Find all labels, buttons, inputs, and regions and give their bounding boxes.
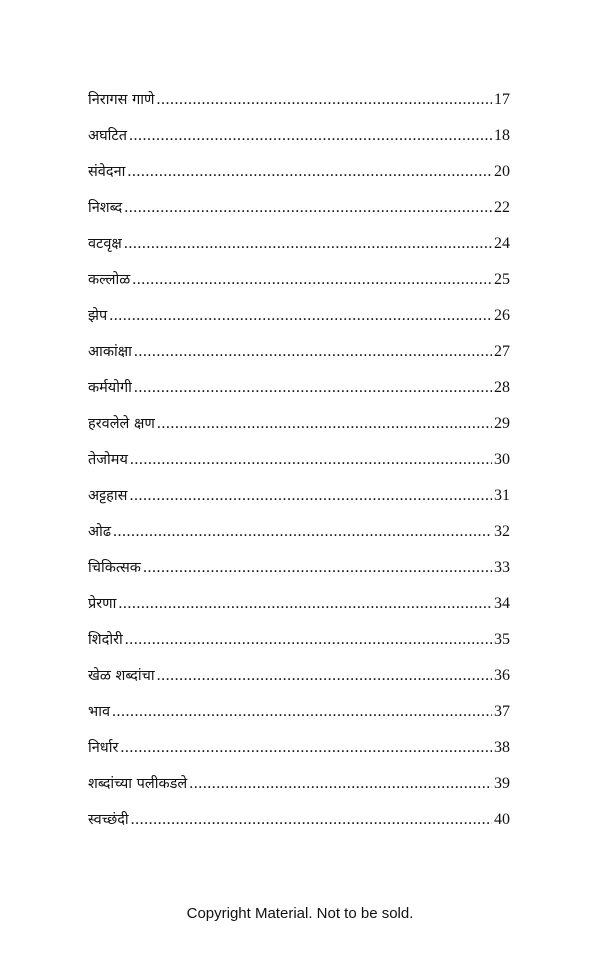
toc-entry-title: निर्धार bbox=[88, 740, 119, 756]
toc-entry bbox=[88, 556, 510, 592]
toc-dot-leader bbox=[157, 664, 492, 688]
toc-dot-leader bbox=[129, 484, 492, 508]
toc-entry-page: 32 bbox=[494, 523, 510, 540]
toc-dot-leader bbox=[134, 376, 492, 400]
toc-entry-title: प्रेरणा bbox=[88, 596, 117, 612]
toc-entry-page: 22 bbox=[494, 199, 510, 216]
toc-entry bbox=[88, 412, 510, 448]
toc-dot-leader bbox=[156, 88, 492, 112]
toc-entry bbox=[88, 520, 510, 556]
toc-entry-page: 18 bbox=[494, 127, 510, 144]
toc-entry-title: संवेदना bbox=[88, 164, 126, 180]
toc-dot-leader bbox=[130, 448, 492, 472]
toc-dot-leader bbox=[118, 592, 492, 616]
toc-entry-page: 26 bbox=[494, 307, 510, 324]
toc-entry-page: 31 bbox=[494, 487, 510, 504]
toc-entry bbox=[88, 268, 510, 304]
toc-dot-leader bbox=[125, 628, 492, 652]
toc-dot-leader bbox=[143, 556, 492, 580]
toc-dot-leader bbox=[157, 412, 492, 436]
toc-entry bbox=[88, 340, 510, 376]
toc-entry-page: 17 bbox=[494, 91, 510, 108]
toc-entry bbox=[88, 700, 510, 736]
toc-entry-title: निरागस गाणे bbox=[88, 92, 155, 108]
toc-entry-title: खेळ शब्दांचा bbox=[88, 668, 155, 684]
copyright-notice: Copyright Material. Not to be sold. bbox=[186, 905, 414, 922]
toc-entry-title: आकांक्षा bbox=[88, 344, 132, 360]
toc-entry-title: ओढ bbox=[88, 524, 111, 540]
toc-entry-title: वटवृक्ष bbox=[88, 236, 122, 252]
toc-entry bbox=[88, 772, 510, 808]
toc-entry bbox=[88, 664, 510, 700]
toc-entry-page: 39 bbox=[494, 775, 510, 792]
toc-entry bbox=[88, 592, 510, 628]
toc-dot-leader bbox=[120, 736, 492, 760]
toc-entry-title: निशब्द bbox=[88, 200, 123, 216]
toc-entry bbox=[88, 448, 510, 484]
toc-dot-leader bbox=[124, 196, 492, 220]
toc-entry-title: भाव bbox=[88, 704, 111, 720]
toc-entry-page: 30 bbox=[494, 451, 510, 468]
toc-entry bbox=[88, 628, 510, 664]
toc-dot-leader bbox=[132, 268, 492, 292]
toc-dot-leader bbox=[124, 232, 492, 256]
toc-dot-leader bbox=[127, 160, 492, 184]
table-of-contents bbox=[88, 88, 510, 844]
toc-entry bbox=[88, 160, 510, 196]
toc-entry-page: 33 bbox=[494, 559, 510, 576]
toc-entry bbox=[88, 124, 510, 160]
toc-entry bbox=[88, 736, 510, 772]
toc-entry bbox=[88, 196, 510, 232]
toc-entry-page: 34 bbox=[494, 595, 510, 612]
toc-entry-title: अट्टहास bbox=[88, 488, 128, 504]
toc-entry-page: 24 bbox=[494, 235, 510, 252]
toc-entry-title: अघटित bbox=[88, 128, 127, 144]
toc-entry bbox=[88, 304, 510, 340]
toc-entry-title: स्वच्छंदी bbox=[88, 812, 129, 828]
toc-entry-title: शब्दांच्या पलीकडले bbox=[88, 776, 188, 792]
toc-entry bbox=[88, 808, 510, 844]
toc-dot-leader bbox=[131, 808, 492, 832]
toc-entry-title: कर्मयोगी bbox=[88, 380, 132, 396]
toc-entry bbox=[88, 484, 510, 520]
toc-entry-page: 40 bbox=[494, 811, 510, 828]
toc-entry-page: 29 bbox=[494, 415, 510, 432]
toc-entry-title: तेजोमय bbox=[88, 452, 128, 468]
toc-entry-page: 37 bbox=[494, 703, 510, 720]
toc-entry-page: 35 bbox=[494, 631, 510, 648]
toc-entry-page: 38 bbox=[494, 739, 510, 756]
toc-entry-title: झेप bbox=[88, 308, 108, 324]
toc-dot-leader bbox=[109, 304, 492, 328]
toc-entry-title: चिकित्सक bbox=[88, 560, 141, 576]
toc-dot-leader bbox=[113, 520, 492, 544]
toc-entry-title: कल्लोळ bbox=[88, 272, 131, 288]
toc-dot-leader bbox=[112, 700, 492, 724]
toc-entry-title: शिदोरी bbox=[88, 632, 123, 648]
toc-entry-page: 28 bbox=[494, 379, 510, 396]
toc-entry bbox=[88, 376, 510, 412]
toc-entry-title: हरवलेले क्षण bbox=[88, 416, 155, 432]
toc-dot-leader bbox=[189, 772, 492, 796]
toc-entry bbox=[88, 232, 510, 268]
toc-entry-page: 36 bbox=[494, 667, 510, 684]
toc-entry-page: 20 bbox=[494, 163, 510, 180]
toc-entry-page: 27 bbox=[494, 343, 510, 360]
toc-entry bbox=[88, 88, 510, 124]
toc-dot-leader bbox=[134, 340, 492, 364]
toc-entry-page: 25 bbox=[494, 271, 510, 288]
toc-dot-leader bbox=[129, 124, 492, 148]
